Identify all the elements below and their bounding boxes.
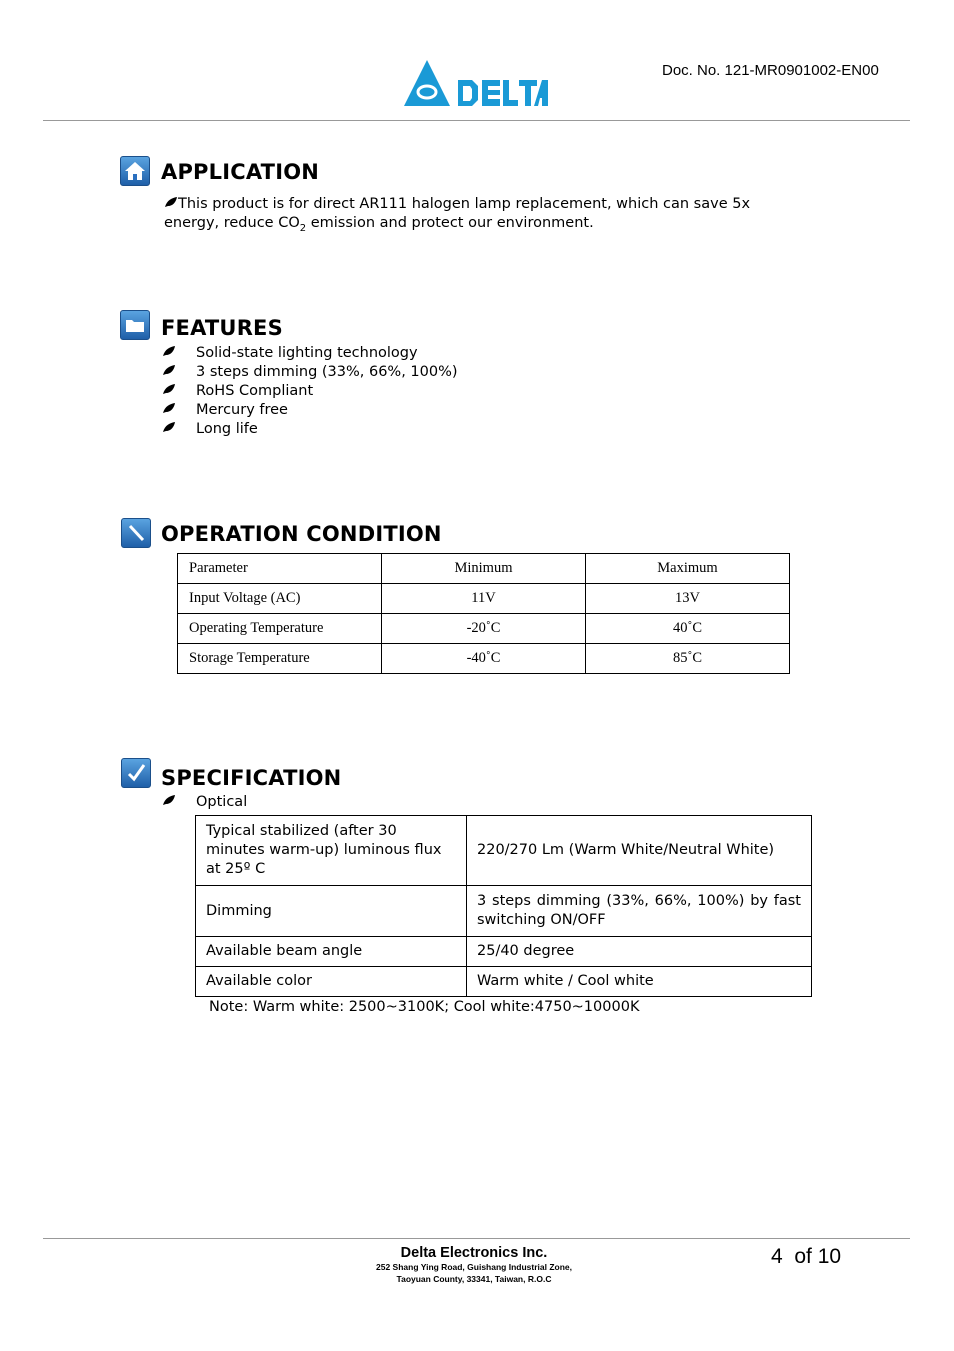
page-number: 4 of 10: [771, 1245, 842, 1268]
table-header-row: [178, 554, 790, 584]
company-name: Delta Electronics Inc.: [400, 1245, 548, 1261]
table-cell: 40˚C: [586, 614, 790, 644]
header-cell: Minimum: [382, 554, 586, 584]
table-cell: Input Voltage (AC): [178, 584, 382, 614]
table-cell: Dimming: [196, 886, 467, 937]
section-title-specification: SPECIFICATION: [161, 766, 342, 790]
folder-icon: [120, 310, 150, 340]
list-item: Long life: [162, 420, 458, 439]
table-cell: Operating Temperature: [178, 614, 382, 644]
leaf-bullet-icon: [162, 402, 176, 414]
table-cell: 11V: [382, 584, 586, 614]
section-title-features: FEATURES: [161, 316, 283, 340]
header-cell: Parameter: [178, 554, 382, 584]
table-cell: Storage Temperature: [178, 644, 382, 674]
table-row: [178, 614, 790, 644]
list-item: 3 steps dimming (33%, 66%, 100%): [162, 363, 458, 382]
header-divider: [43, 120, 910, 121]
table-row: [196, 886, 812, 937]
table-cell: Typical stabilized (after 30 minutes warm-up) luminous flux at 25º C: [196, 816, 467, 886]
list-item: RoHS Compliant: [162, 382, 458, 401]
wrench-icon: [121, 518, 151, 548]
list-item: Solid-state lighting technology: [162, 344, 458, 363]
home-icon: [120, 156, 150, 186]
table-cell: 85˚C: [586, 644, 790, 674]
address-line: 252 Shang Ying Road, Guishang Industrial Zone,: [376, 1262, 572, 1272]
delta-logo: [402, 58, 552, 110]
table-row: [196, 816, 812, 886]
table-row: [178, 584, 790, 614]
table-cell: Available color: [196, 967, 467, 997]
footer-block: [344, 1245, 604, 1285]
operation-table: [177, 553, 790, 674]
table-cell: -20˚C: [382, 614, 586, 644]
table-row: [196, 937, 812, 967]
table-cell: Warm white / Cool white: [467, 967, 812, 997]
document-number: Doc. No. 121-MR0901002-EN00: [662, 62, 879, 79]
leaf-bullet-icon: [162, 383, 176, 395]
table-cell: -40˚C: [382, 644, 586, 674]
leaf-bullet-icon: [162, 794, 176, 806]
table-cell: 13V: [586, 584, 790, 614]
table-cell: 220/270 Lm (Warm White/Neutral White): [467, 816, 812, 886]
header-cell: Maximum: [586, 554, 790, 584]
leaf-bullet-icon: [164, 196, 178, 208]
leaf-bullet-icon: [162, 345, 176, 357]
checkmark-icon: [121, 758, 151, 788]
application-text: This product is for direct AR111 halogen lamp replacement, which can save 5x energy, reduce $CO_2$ emission and protect our environment.: [164, 196, 751, 234]
address-line: Taoyuan County, 33341, Taiwan, R.O.C: [396, 1274, 552, 1284]
table-cell: 3 steps dimming (33%, 66%, 100%) by fast switching ON/OFF: [467, 886, 812, 937]
leaf-bullet-icon: [162, 364, 176, 376]
table-row: [196, 967, 812, 997]
table-cell: 25/40 degree: [467, 937, 812, 967]
spec-note: Note: Warm white: 2500~3100K; Cool white:4750~10000K: [209, 999, 640, 1015]
features-list: [162, 344, 458, 439]
specification-table: [195, 815, 812, 997]
spec-subtitle: Optical: [162, 793, 247, 812]
table-cell: Available beam angle: [196, 937, 467, 967]
table-row: [178, 644, 790, 674]
footer-divider: [43, 1238, 910, 1239]
section-title-application: APPLICATION: [161, 160, 320, 184]
leaf-bullet-icon: [162, 421, 176, 433]
section-title-operation: OPERATION CONDITION: [161, 522, 442, 546]
list-item: Mercury free: [162, 401, 458, 420]
